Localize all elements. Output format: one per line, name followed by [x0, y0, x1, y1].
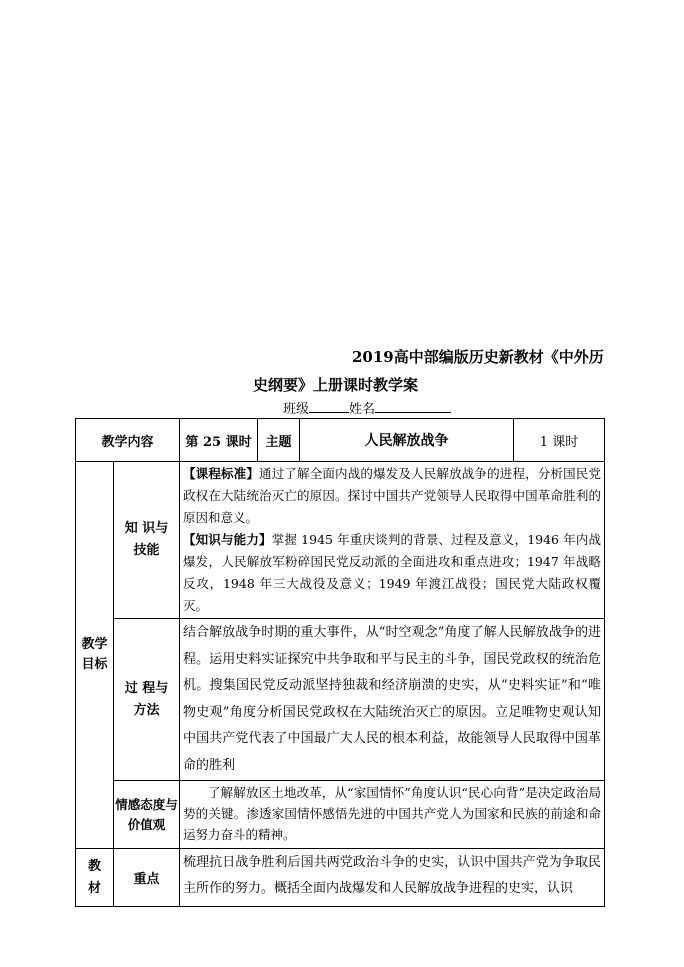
content-label-cell: [76, 419, 180, 462]
goals-label-cell: [76, 462, 114, 849]
process-label: 过 程与方法: [124, 680, 169, 718]
topic-label-cell: [258, 419, 300, 462]
process-text: 结合解放战争时期的重大事件，从“时空观念”角度了解人民解放战争的进程。运用史料实证探究中共争取和平与民主的斗争，国民党政权的统治危机。搜集国民党反动派坚持独裁和经济崩溃的史实，从“史料实证”和“唯物史观”角度分析国民党政权在大陆统治灭亡的原因。立足唯物史观认知中国共产党代表了中国最广大人民的根本利益，故能领导人民取得中国革命的胜利: [183, 625, 601, 773]
standard-text: 通过了解全面内战的爆发及人民解放战争的进程，分析国民党政权在大陆统治灭亡的原因。探讨中国共产党领导人民取得中国革命胜利的原因和意义。: [183, 466, 601, 525]
key-content: [180, 849, 605, 907]
material-label-cell: [76, 849, 114, 907]
hours-cell: [514, 419, 605, 462]
process-content: [180, 619, 605, 781]
topic-title: 人民解放战争: [364, 433, 449, 449]
ability-tag: 【知识与能力】: [183, 532, 272, 547]
lesson-cell: [180, 419, 258, 462]
topic-label: 主题: [265, 434, 292, 450]
name-label: 姓名: [349, 402, 376, 417]
key-label-cell: [114, 849, 180, 907]
content-label: 教学内容: [101, 434, 154, 450]
knowledge-label-cell: [114, 462, 180, 619]
key-text: 梳理抗日战争胜利后国共两党政治斗争的史实，认识中国共产党为争取民主所作的努力。概括全面内战爆发和人民解放战争进程的史实，认识: [183, 855, 601, 896]
emotion-label: 情感态度与价值观: [115, 796, 178, 832]
knowledge-content: [180, 462, 605, 619]
process-label-cell: [114, 619, 180, 781]
class-label: 班级: [283, 402, 310, 417]
standard-tag: 【课程标准】: [183, 466, 260, 481]
doc-title-line1: 2019高中部编版历史新教材《中外历: [352, 348, 604, 366]
hours-value: 1 课时: [539, 434, 579, 450]
material-label: 教 材: [87, 858, 101, 896]
name-blank[interactable]: [375, 399, 451, 413]
doc-title-line2: 史纲要》上册课时教学案: [253, 376, 419, 394]
goals-label: 教学目标: [81, 637, 108, 672]
knowledge-label: 知 识与技能: [124, 521, 169, 558]
class-blank[interactable]: [309, 399, 349, 413]
class-name-row: [283, 398, 451, 417]
topic-cell: [300, 419, 514, 462]
lesson-plan-table: [75, 418, 605, 907]
emotion-label-cell: [114, 781, 180, 849]
ability-text: 掌握 1945 年重庆谈判的背景、过程及意义，1946 年内战爆发，人民解放军粉碎国民党反动派的全面进攻和重点进攻；1947 年战略反攻，1948 年三大战役及意义；1949 年渡江战役；国民党大陆政权覆灭。: [183, 532, 601, 613]
emotion-content: [180, 781, 605, 849]
emotion-text: 了解解放区土地改革，从“家国情怀”角度认识“民心向背”是决定政治局势的关键。渗透家国情怀感悟先进的中国共产党人为国家和民族的前途和命运努力奋斗的精神。: [183, 785, 601, 842]
key-label: 重点: [133, 872, 160, 887]
lesson-number: 第 25 课时: [185, 434, 252, 450]
